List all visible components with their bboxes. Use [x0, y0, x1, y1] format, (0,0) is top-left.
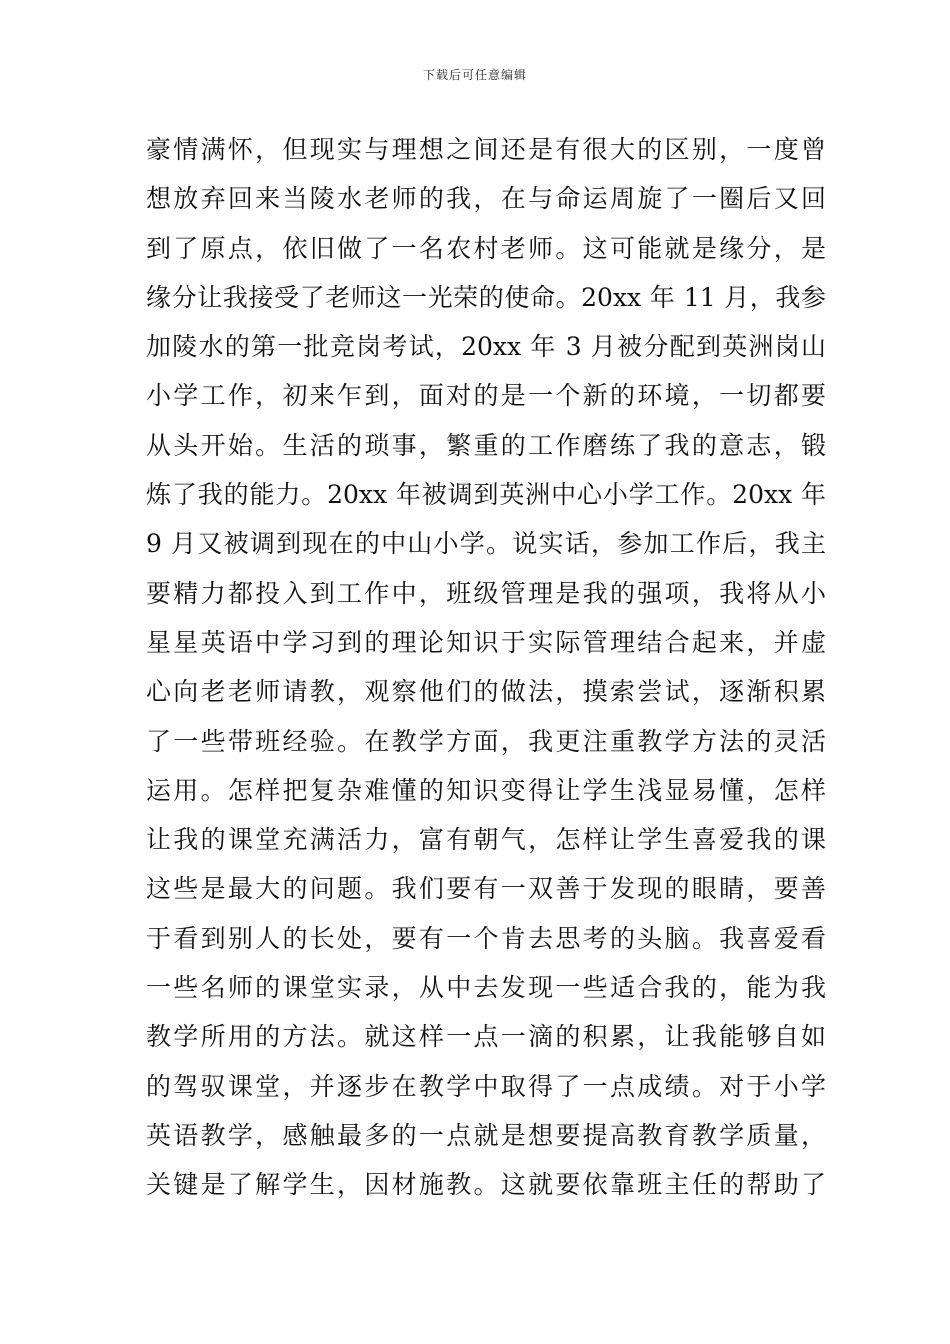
- text-line: 一些名师的课堂实录，从中去发现一些适合我的，能为我: [146, 973, 826, 1003]
- text-line: 从头开始。生活的琐事，繁重的工作磨练了我的意志，锻: [146, 430, 826, 460]
- text-line: 这些是最大的问题。我们要有一双善于发现的眼睛，要善: [146, 874, 826, 904]
- text-line: 教学所用的方法。就这样一点一滴的积累，让我能够自如: [146, 1022, 826, 1052]
- page-header: 下载后可任意编辑: [422, 68, 527, 82]
- text-line: 炼了我的能力。20xx 年被调到英洲中心小学工作。20xx 年: [146, 480, 826, 510]
- text-line: 让我的课堂充满活力，富有朝气，怎样让学生喜爱我的课: [146, 825, 826, 855]
- text-line: 加陵水的第一批竞岗考试，20xx 年 3 月被分配到英洲岗山: [146, 332, 826, 362]
- text-line: 运用。怎样把复杂难懂的知识变得让学生浅显易懂，怎样: [146, 775, 826, 805]
- text-line: 想放弃回来当陵水老师的我，在与命运周旋了一圈后又回: [146, 184, 826, 214]
- text-line: 英语教学，感触最多的一点就是想要提高教育教学质量，: [146, 1120, 826, 1150]
- text-line: 星星英语中学习到的理论知识于实际管理结合起来，并虚: [146, 627, 826, 657]
- text-line: 的驾驭课堂，并逐步在教学中取得了一点成绩。对于小学: [146, 1071, 826, 1101]
- text-line: 关键是了解学生，因材施教。这就要依靠班主任的帮助了: [146, 1170, 826, 1200]
- text-line: 要精力都投入到工作中，班级管理是我的强项，我将从小: [146, 578, 826, 608]
- text-line: 9 月又被调到现在的中山小学。说实话，参加工作后，我主: [146, 529, 826, 559]
- text-line: 豪情满怀，但现实与理想之间还是有很大的区别，一度曾: [146, 135, 826, 164]
- text-line: 到了原点，依旧做了一名农村老师。这可能就是缘分，是: [146, 233, 826, 263]
- text-line: 小学工作，初来乍到，面对的是一个新的环境，一切都要: [146, 381, 826, 411]
- text-line: 于看到别人的长处，要有一个肯去思考的头脑。我喜爱看: [146, 923, 826, 953]
- text-line: 心向老老师请教，观察他们的做法，摸索尝试，逐渐积累: [146, 677, 826, 707]
- body-paragraph: [146, 132, 826, 1217]
- text-line: 缘分让我接受了老师这一光荣的使命。20xx 年 11 月，我参: [146, 282, 826, 312]
- text-line: 了一些带班经验。在教学方面，我更注重教学方法的灵活: [146, 726, 826, 756]
